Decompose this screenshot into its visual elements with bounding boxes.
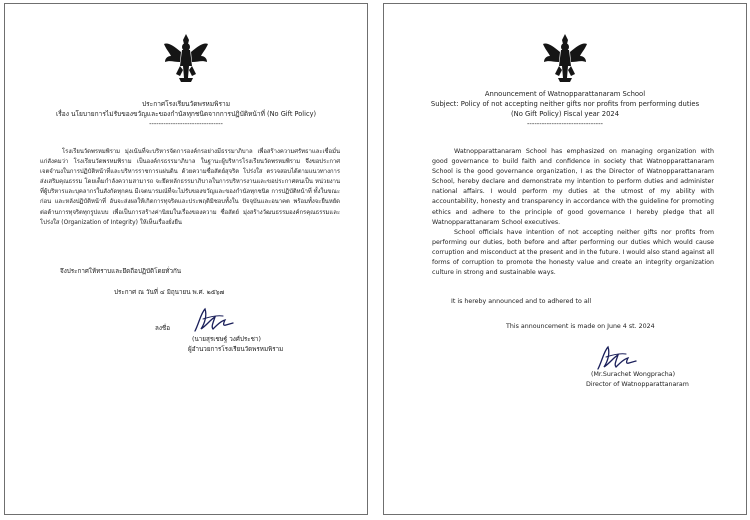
closing-statement: It is hereby announced and to adhered to all: [451, 298, 592, 305]
document-body: [432, 147, 714, 278]
thai-announcement-page: [4, 3, 368, 515]
garuda-emblem-icon: [162, 32, 210, 88]
announcement-date: This announcement is made on June 4 st. 2024: [506, 323, 655, 330]
document-body: [40, 147, 340, 228]
signer-title: ผู้อำนวยการโรงเรียนวัดพรหมพิราม: [188, 346, 284, 353]
header-fiscal-year: (No Gift Policy) Fiscal year 2024: [510, 110, 620, 118]
header-subject: Subject: Policy of not accepting neither gifts nor profits from performing duties: [430, 100, 700, 108]
signer-name: (Mr.Surachet Wongpracha): [591, 371, 676, 378]
announcement-date: ประกาศ ณ วันที่ ๔ มิถุนายน พ.ศ. ๒๕๖๗: [114, 289, 225, 296]
header-divider: -------------------------------: [149, 120, 223, 128]
body-paragraph: Watnopparattanaram School has emphasized on managing organization with good governance to build faith and confidence in society that Watnopparattanaram School is the good governance organization, I as the Director of Watnopparattanaram School, hereby declare and demonstrate my intention to perform duties and administer national affairs. I would perform my duties at the utmost of my ability with accountability, honesty and transparency in accordance with the guideline for promoting ethics and adhere to the principle of good governance I hereby pledge that all Watnopparattanaram School executives.: [432, 148, 714, 226]
signer-title: Director of Watnopparattanaram: [586, 381, 689, 388]
document-header: [5, 99, 367, 129]
document-header: [384, 89, 746, 129]
signer-name: (นายสุรเชษฐ์ วงศ์ประชา): [192, 336, 261, 343]
header-subject: เรื่อง นโยบายการไม่รับของขวัญและของกำนัลทุกชนิดจากการปฏิบัติหน้าที่ (No Gift Policy): [55, 110, 317, 118]
body-paragraph: School officials have intention of not accepting neither gifts nor profits from performing our duties, both before and after performing our duties which would cause corruption and misconduct at the present and in the future. I would also stand against all forms of corruption to promote the honesty value and create an integrity organization culture in strong and sustainable ways.: [432, 228, 714, 277]
body-paragraph: โรงเรียนวัดพรหมพิราม มุ่งเน้นที่จะบริหารจัดการองค์กรอย่างมีธรรมาภิบาล เพื่อสร้างความศรัทธาและเชื่อมั่นแก่สังคมว่า โรงเรียนวัดพรหมพิราม เป็นองค์กรธรรมาภิบาล ในฐานะผู้บริหารโรงเรียนวัดพรหมพิราม จึงขอประกาศเจตจำนงในการปฏิบัติหน้าที่และบริหารราชการแผ่นดิน ด้วยความซื่อสัตย์สุจริต โปร่งใส ตรวจสอบได้ตามแนวทางการ ส่งเสริมคุณธรรม โดยเต็มกำลังความสามารถ จะยึดหลักธรรมาภิบาลในการบริหารงานและขอประกาศตนเป็น หน่วยงานที่ผู้บริหารและบุคลากรในสังกัดทุกคน มีเจตนารมณ์ที่จะไม่รับของขวัญและของกำนัลทุกชนิด การปฏิบัติหน้าที่ ทั้งในขณะ ก่อน และหลังปฏิบัติหน้าที่ อันจะส่งผลให้เกิดการทุจริตและประพฤติมิชอบทั้งใน ปัจจุบันและอนาคต พร้อมทั้งจะยืนหยัดต่อต้านการทุจริตทุกรูปแบบ เพื่อเป็นการสร้างค่านิยมในเรื่องของความ ซื่อสัตย์ มุ่งสร้างวัฒนธรรมองค์กรคุณธรรมและโปร่งใส (Organization of Integrity) ให้เห็นเรื่องยั่งยืน: [40, 149, 340, 226]
garuda-emblem-icon: [541, 32, 589, 88]
signed-label: ลงชื่อ: [155, 325, 170, 332]
handwritten-signature: [191, 305, 235, 339]
header-title: Announcement of Watnopparattanaram School: [484, 90, 646, 98]
english-announcement-page: [383, 3, 747, 515]
closing-statement: จึงประกาศให้ทราบและยึดถือปฏิบัติโดยทั่วกัน: [60, 268, 182, 275]
header-divider: -------------------------------: [526, 120, 604, 128]
header-title: ประกาศโรงเรียนวัดพรหมพิราม: [141, 100, 231, 108]
